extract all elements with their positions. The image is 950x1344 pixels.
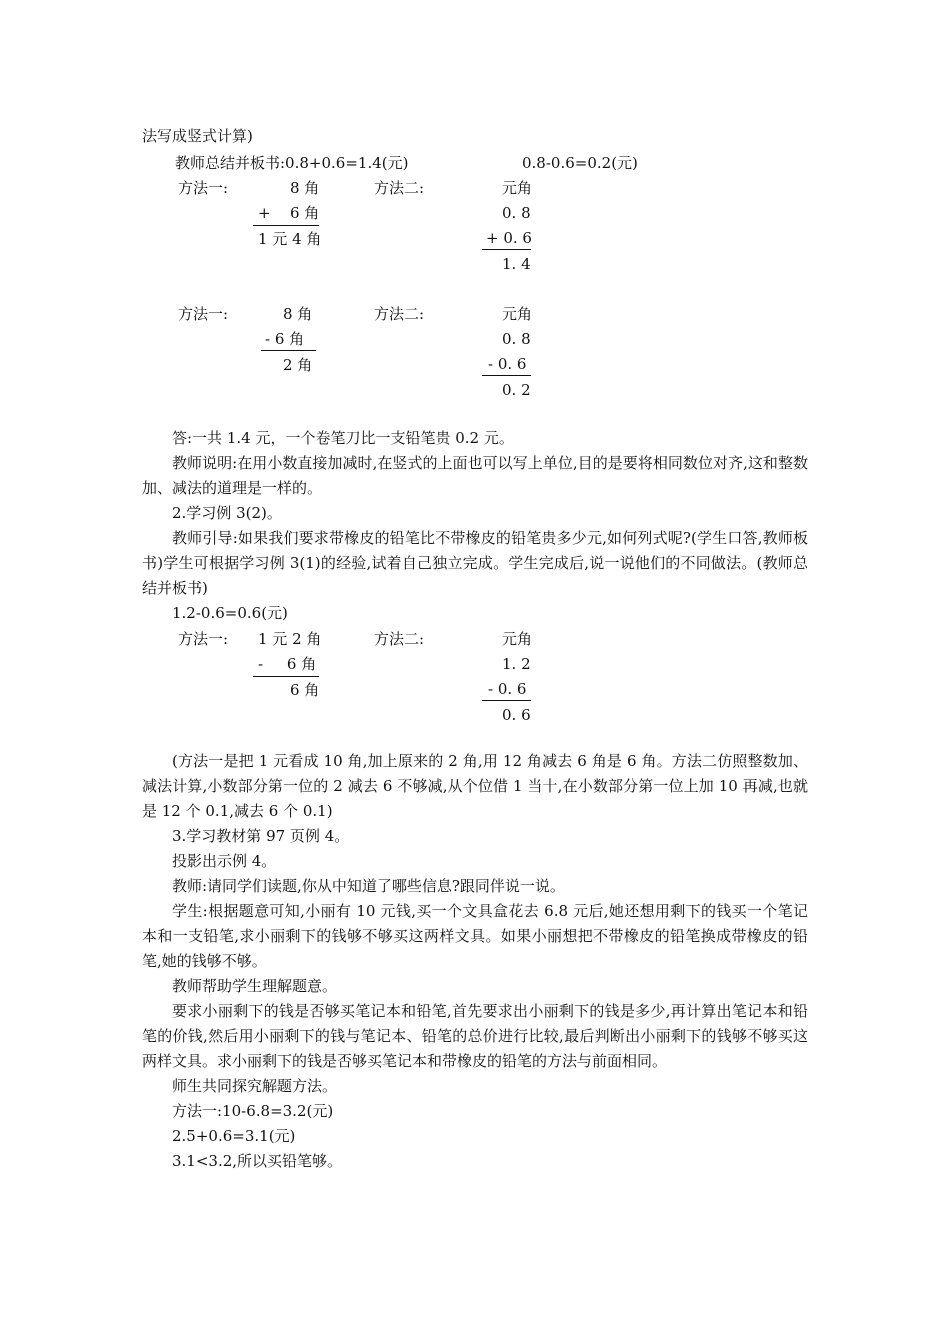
teacher-explanation: 教师说明:在用小数直接加减时,在竖式的上面也可以写上单位,目的是要将相同数位对齐,这和整数加、减法的道理是一样的。 (142, 454, 808, 497)
ex2-method1-result: 6 角 (290, 681, 320, 699)
ex2-method2-result: 0. 6 (502, 706, 531, 724)
text-block-2 (142, 749, 808, 1174)
sub-method2-header: 元角 (502, 305, 533, 323)
add-method1-label: 方法一: (178, 179, 229, 197)
add-method2-result: 1. 4 (502, 255, 531, 273)
ex2-method1-label: 方法一: (178, 630, 229, 648)
ex2-method1-rule (253, 676, 319, 677)
answer-line: 答:一共 1.4 元，一个卷笔刀比一支铅笔贵 0.2 元。 (172, 429, 514, 447)
sub-method1-label: 方法一: (178, 305, 229, 323)
teacher-guide: 教师引导:如果我们要求带橡皮的铅笔比不带橡皮的铅笔贵多少元,如何列式呢?(学生口答,教师板书)学生可根据学习例 3(1)的经验,试着自己独立完成。学生完成后,说一说他们的不同做法。(教师总结并板书) (142, 529, 808, 597)
method-note: (方法一是把 1 元看成 10 角,加上原来的 2 角,用 12 角减去 6 角是 6 角。方法二仿照整数加、减法计算,小数部分第一位的 2 减去 6 不够减,从个位借 1 当十,在小数部分第一位上加 10 再减,也就是 12 个 0.1,减去 6 个 0.1) (142, 752, 808, 820)
ex2-method2-top: 1. 2 (502, 655, 531, 673)
paragraph-explore: 师生共同探究解题方法。 (172, 1077, 338, 1095)
summary-addition: 教师总结并板书:0.8+0.6=1.4(元) (175, 154, 409, 172)
ex2-method2-header: 元角 (502, 630, 533, 648)
sub-method2-result: 0. 2 (502, 381, 531, 399)
add-method2-rule (482, 249, 531, 250)
section-heading-3: 3.学习教材第 97 页例 4。 (172, 827, 350, 845)
formula-1-2-minus-0-6: 1.2-0.6=0.6(元) (172, 604, 288, 622)
section-heading-2: 2.学习例 3(2)。 (172, 504, 282, 522)
paragraph-teacher-help: 教师帮助学生理解题意。 (172, 977, 338, 995)
add-method1-operator: + (258, 204, 271, 222)
paragraph-analysis: 要求小丽剩下的钱是否够买笔记本和铅笔,首先要求出小丽剩下的钱是多少,再计算出笔记本和铅笔的价钱,然后用小丽剩下的钱与笔记本、铅笔的总价进行比较,最后判断出小丽剩下的钱够不够买这两样文具。求小丽剩下的钱是否够买笔记本和带橡皮的铅笔的方法与前面相同。 (142, 1002, 808, 1070)
add-method1-result: 1 元 4 角 (258, 230, 322, 248)
ex2-method2-label: 方法二: (374, 630, 425, 648)
ex2-method2-second: - 0. 6 (488, 680, 527, 698)
add-method2-header: 元角 (502, 179, 533, 197)
sub-method1-rule (261, 350, 316, 351)
add-method2-second: + 0. 6 (486, 229, 532, 247)
paragraph-student-answer: 学生:根据题意可知,小丽有 10 元钱,买一个文具盒花去 6.8 元后,她还想用剩下的钱买一个笔记本和一支铅笔,求小丽剩下的钱够不够买这两样文具。如果小丽想把不带橡皮的铅笔换成带橡皮的铅笔,她的钱够不够。 (142, 902, 808, 970)
sub-method1-result: 2 角 (283, 356, 313, 374)
ex2-method2-rule (482, 700, 531, 701)
add-method1-top: 8 角 (290, 179, 320, 197)
add-method1-rule (253, 225, 319, 226)
sub-method2-top: 0. 8 (502, 330, 531, 348)
paragraph-teacher-question: 教师:请同学们读题,你从中知道了哪些信息?跟同伴说一说。 (172, 877, 565, 895)
paragraph-projection: 投影出示例 4。 (172, 852, 277, 870)
ex2-method1-second: - 6 角 (258, 655, 317, 673)
sub-method1-second: - 6 角 (265, 330, 305, 348)
paragraph-method1: 方法一:10-6.8=3.2(元) (172, 1102, 334, 1120)
summary-subtraction: 0.8-0.6=0.2(元) (522, 154, 638, 172)
sub-method2-second: - 0. 6 (488, 355, 527, 373)
add-method2-label: 方法二: (374, 179, 425, 197)
ex2-method1-top: 1 元 2 角 (258, 630, 322, 648)
sub-method2-rule (482, 375, 531, 376)
text-block-1 (142, 426, 808, 626)
add-method1-second: 6 角 (290, 204, 320, 222)
sub-method2-label: 方法二: (374, 305, 425, 323)
sub-method1-top: 8 角 (283, 305, 313, 323)
intro-line: 法写成竖式计算) (142, 127, 253, 145)
paragraph-method1-step2: 2.5+0.6=3.1(元) (172, 1127, 296, 1145)
add-method2-top: 0. 8 (502, 204, 531, 222)
paragraph-method1-conclusion: 3.1<3.2,所以买铅笔够。 (172, 1152, 343, 1170)
